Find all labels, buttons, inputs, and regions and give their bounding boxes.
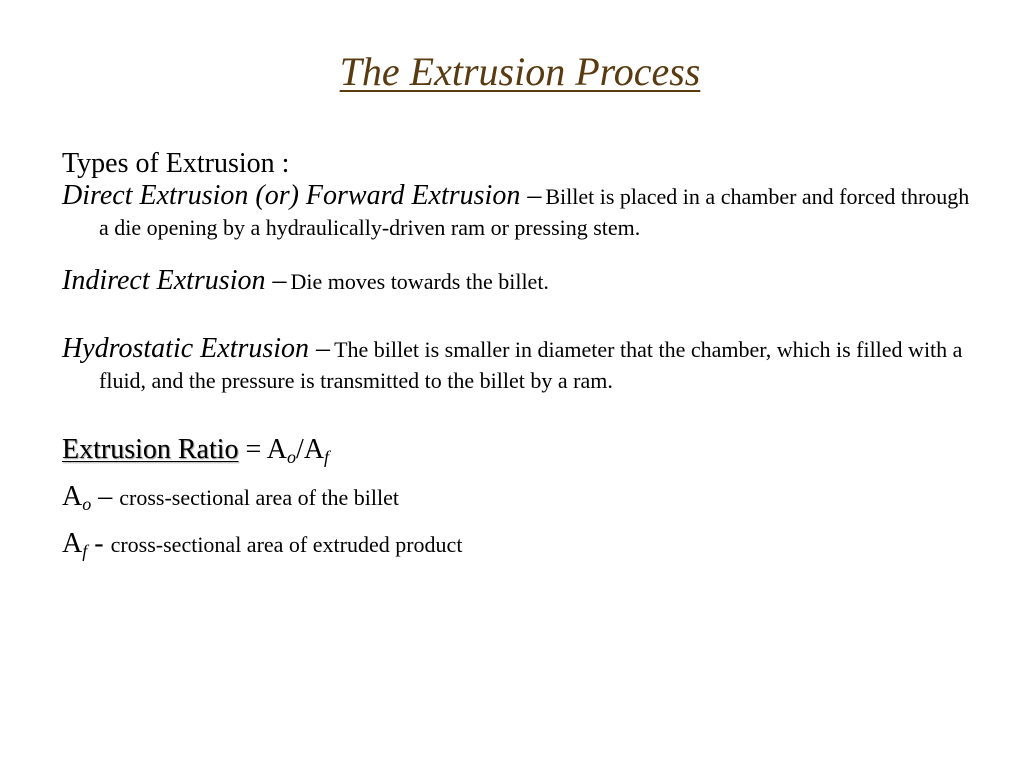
indirect-extrusion-item — [62, 267, 972, 299]
af-desc: cross-sectional area of extruded product — [110, 532, 463, 557]
af-dash: - — [87, 528, 111, 559]
ao-desc: cross-sectional area of the billet — [119, 485, 400, 510]
ratio-slash: / — [296, 434, 304, 465]
extrusion-ratio-label: Extrusion Ratio — [62, 434, 239, 465]
slide-body — [62, 146, 972, 571]
spacer — [62, 398, 972, 430]
ao-symbol: A — [62, 481, 83, 512]
hydrostatic-extrusion-term: Hydrostatic Extrusion – — [62, 333, 331, 364]
ao-definition-line — [62, 477, 972, 524]
spacer — [62, 299, 972, 335]
af-definition-line — [62, 524, 972, 571]
ratio-equals: = — [238, 434, 267, 465]
indirect-extrusion-term: Indirect Extrusion – — [62, 265, 287, 296]
direct-extrusion-term: Direct Extrusion (or) Forward Extrusion – — [62, 180, 542, 211]
hydrostatic-extrusion-desc: The billet is smaller in diameter that the chamber, which is filled with a fluid, and the pressure is transmitted to the billet by a ram. — [99, 337, 963, 393]
ratio-o-subscript: o — [287, 447, 297, 467]
ao-dash: – — [91, 481, 120, 512]
types-heading: Types of Extrusion : — [62, 148, 290, 179]
direct-extrusion-item — [62, 182, 972, 245]
spacer — [62, 245, 972, 267]
ratio-a-f: A — [303, 434, 325, 465]
slide-title: The Extrusion Process — [339, 49, 701, 94]
hydrostatic-extrusion-item — [62, 335, 972, 398]
ao-subscript: o — [82, 494, 92, 514]
af-subscript: f — [82, 541, 88, 561]
af-symbol: A — [62, 528, 83, 559]
indirect-extrusion-desc: Die moves towards the billet. — [290, 269, 549, 294]
ratio-f-subscript: f — [324, 447, 330, 467]
extrusion-ratio-line — [62, 430, 972, 477]
ratio-a-o: A — [266, 434, 288, 465]
direct-extrusion-desc: Billet is placed in a chamber and forced through a die opening by a hydraulically-driven ram or pressing stem. — [99, 184, 970, 240]
